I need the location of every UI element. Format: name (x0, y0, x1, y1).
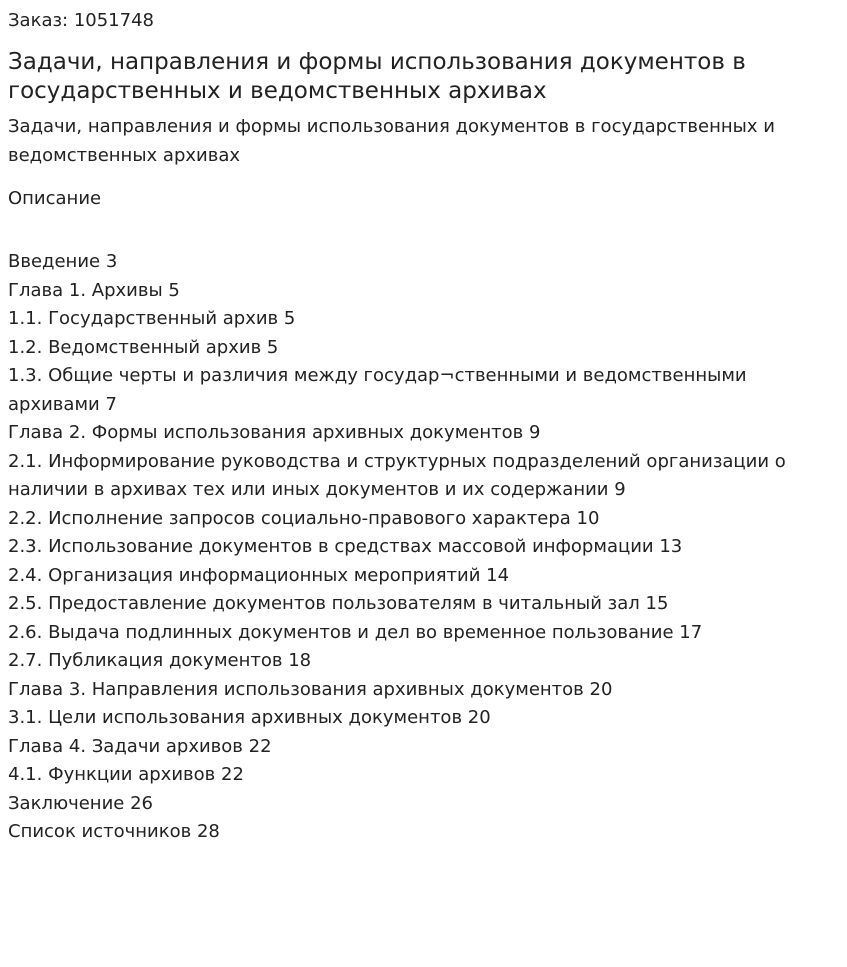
toc-item: 1.1. Государственный архив 5 (8, 308, 296, 329)
toc-item: Глава 4. Задачи архивов 22 (8, 735, 272, 757)
description-label: Описание (8, 188, 102, 209)
toc-item: 2.5. Предоставление документов пользователям в читальный зал 15 (8, 593, 669, 614)
toc-item: 2.2. Исполнение запросов социально-правового характера 10 (8, 507, 600, 529)
toc-item: 4.1. Функции архивов 22 (8, 764, 244, 785)
toc-item: наличии в архивах тех или иных документов и их содержании 9 (8, 479, 626, 500)
toc-item: 2.7. Публикация документов 18 (8, 650, 312, 671)
toc-item: 2.6. Выдача подлинных документов и дел во временное пользование 17 (8, 621, 703, 643)
toc-item: Глава 3. Направления использования архивных документов 20 (8, 678, 613, 700)
order-number: Заказ: 1051748 (8, 10, 154, 31)
toc-item: 2.3. Использование документов в средствах массовой информации 13 (8, 536, 683, 557)
toc-item: Заключение 26 (8, 792, 153, 814)
toc-item: Список источников 28 (8, 821, 220, 842)
table-of-contents (8, 248, 823, 847)
toc-item: 1.3. Общие черты и различия между государ¬ственными и ведомственными архивами 7 (8, 365, 747, 415)
toc-item: 1.2. Ведомственный архив 5 (8, 336, 279, 358)
toc-item: Глава 1. Архивы 5 (8, 279, 180, 301)
page-title: Задачи, направления и формы использования документов в государственных и ведомственных архивах (8, 49, 746, 104)
toc-item: 2.1. Информирование руководства и структурных подразделений организации о (8, 450, 786, 472)
toc-item: 3.1. Цели использования архивных документов 20 (8, 707, 491, 728)
toc-item: Глава 2. Формы использования архивных документов 9 (8, 422, 541, 443)
toc-item: Введение 3 (8, 251, 118, 272)
toc-item: 2.4. Организация информационных мероприятий 14 (8, 564, 510, 586)
page-subtitle: Задачи, направления и формы использования документов в государственных и ведомственных архивах (8, 116, 775, 166)
